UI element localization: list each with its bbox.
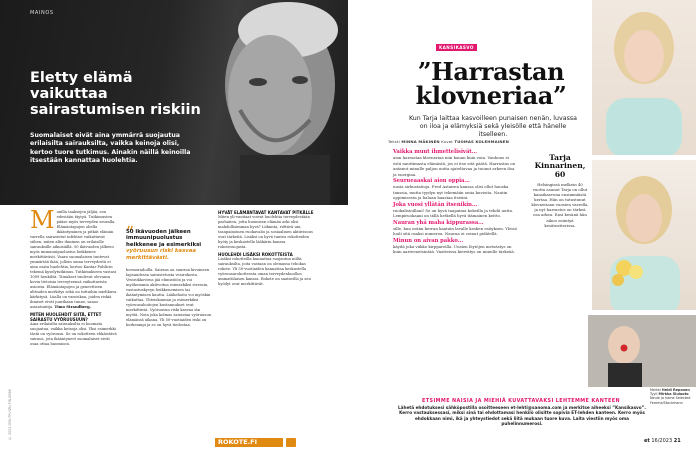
call-for-covers xyxy=(348,398,696,438)
rokote-logo[interactable]: ROKOTE.FI xyxy=(215,438,283,447)
pull-quote xyxy=(126,213,210,261)
left-column-2 xyxy=(126,268,212,328)
author-signature: Timo Strandberg. xyxy=(54,305,91,309)
woman-portrait-illustration xyxy=(592,0,696,155)
page-number: 21 xyxy=(673,438,681,444)
right-lead: Kun Tarja laittaa kasvoilleen punaisen nenän, luvassa on iloa ja elämyksiä sekä yleisölle että hänelle itselleen. xyxy=(408,115,578,138)
left-lead: Suomalaiset eivät aina ymmärrä suojautua erilaisilta sairauksilta, vaikka keinoja olisi, kertoo tuore tutkimus. Ainakin näillä keinoilla itsestään kannattaa huolehtia. xyxy=(30,132,191,164)
advert-label: MAINOS xyxy=(30,10,54,16)
ad-code: © 2022 GSK PP-HZU-FIN-0066 xyxy=(8,389,12,440)
woman-flowers-illustration xyxy=(592,160,696,310)
magazine-name: et xyxy=(644,438,650,444)
pull-quote-emphasis: vyöruusun riski kasvaa merkittävästi. xyxy=(126,248,197,261)
hero-photo xyxy=(0,0,348,205)
right-page xyxy=(348,0,696,450)
call-text: Lähetä ehdotuksesi sähköpostilla osoitteeseen et-lehti@sanoma.com ja merkitse aiheeksi ”Kansikasvo”. Kerro vastauksessasi, miksi sinä tai ehdottamasi henkilö olisitte sopivia ET-lehden kanteen. Kerro myös ehdokkaan nimi, ikä ja yhteystiedot sekä liitä mukaan tuore kuva. Laita viestiin myös oma puhelinnumerosi. xyxy=(397,405,647,427)
credit-clothes: Neule ja hame Selected Femme/Stockmann xyxy=(650,396,691,405)
byline xyxy=(388,139,509,144)
portrait-photo-2 xyxy=(592,160,696,310)
answer-1: aion harrastaa klovneriaa niin kauan kuin voin. Vanhuus ei estä nauttimasta elämästä, jos ei itse sitä päätä. Harrastus on antanut minulle paljon uutta ajateltavaa ja tuonut arkeen iloa ja energiaa. xyxy=(393,155,516,177)
left-headline: Eletty elämä vaikuttaa sairastumisen riskiin xyxy=(30,70,201,118)
portrait-photo-1 xyxy=(592,0,696,155)
byline-photographer: TUOMAS KOLEHMAINEN xyxy=(454,139,509,144)
byline-author: MINNA MÄKINEN xyxy=(401,139,440,144)
clown-illustration xyxy=(588,315,696,387)
sponsor-logo-icon xyxy=(286,438,296,447)
left-column-1b-text: Aina erilaisilta sairauksilta ei huomata suojautua, vaikka keinoja olisi. Yksi esimerkki tästä on vyöruusu. Se on rokotteen ehkäistävä sairaus, jota ikääntyneet suomalaiset eivät osaa ottaa huomioon. xyxy=(30,322,117,346)
clown-photo xyxy=(588,315,696,387)
credit-style-label: Tyyli xyxy=(650,392,658,397)
person-name: Tarja Kinnarinen, 60 xyxy=(534,153,586,179)
section-tag: KANSIKASVO xyxy=(436,44,477,51)
interview-column xyxy=(393,148,518,256)
credit-makeup-name: Heidi Reponen xyxy=(661,388,690,392)
byline-label-text: Teksti xyxy=(388,139,400,144)
answer-5: käydä joka viikko kirppareilla. Uusien löytöjen metsästys on kuin aarteenetsintää. Vaatteissa kierrätys on minulle tärkeää. xyxy=(393,243,515,254)
question-4: Nauran yhä maha kippurassa... xyxy=(393,219,484,226)
question-3: Joka vuosi yllätän itsenikin... xyxy=(393,201,478,208)
question-5: Minun on aivan pakko... xyxy=(393,237,464,244)
left-column-3a-text: Miten yli-vuotiaat voivat huolehtia terveydestään parhaiten, jotta huomisen elämän arki olisi mahdollisimman hyvä? Liikunta, riittävä uni, tasapainoinen ruokavalio ja sosiaalinen aktiivisuus ovat tärkeitä. Lisäksi on hyvä tuntea rokotteiden hyöty ja keskustella lääkärin kanssa rokotesuojasta. xyxy=(218,215,313,249)
left-column-1-text: onilla taaksejen jäljää, sen edestään täytyä. Tutkimusten pääse myös terveyden seuralla. Elämäntapojen ohella ikääntyminen ja pitkät elämän varrella sairastetut infektiot vaikuttavat siihen, miten altis ihminen on erilaisille sairauksille aikuisiällä. 50 ikävuoden jälkeen myös immuunipuolustus heikkenee merkittävästi. Vaara suomalaisen tuntevat ymmärtää ikää, jolloin omaa terveydestä ei aina osata huolehtia, kertoo Kantar Publicin tekemä kyselytutkimus. Tutkimukseen vastasi 1009 henkilöä. Tiinukset tuulevat olevansa kovin tietoisia terveyteensä vaikuttavista asioista. Elämäntapojen ja geneettisen alttiuden merkitys sekä on tuttuihin mielikuva kärkitysä. Liialla on varoiskaa, joiden riskiä ihmiset eivät juurikaan tunne, sanoo asiantuntija. xyxy=(30,210,117,309)
answer-3: ruokalistoillani! Se on hyvä taapaima kokeilla ja tehdä uutta. Lempiruokaani on tällä hetkellä hyvä itämainen keitto. xyxy=(393,207,514,218)
credit-style-name: Mirkka Siuluoto xyxy=(658,392,689,397)
left-subhead-1: MITEN HUOLEHDIT SIITÄ, ETTET SAIRASTU VYÖRUUSUUN? xyxy=(30,312,102,322)
left-column-3b-text: Lisäksi rokotteilla kannattaa suojautua niiltä sairauksilta, joita vastaan on olemassa tehokas rokote. Yli 50-vuotiaiden kannattaa keskustella vyöruusurokotteesta oman terveydenhuollon ammattilaisen kanssa. Rokote on saatavilla ja sen hyödyt ovat merkittävät. xyxy=(218,257,311,286)
portrait-illustration xyxy=(200,0,348,205)
issue-number: 16/2023 xyxy=(651,438,673,444)
pull-quote-text: 50 ikävuoden jälkeen immuunipuolustus heikkenee ja esimerkiksi xyxy=(126,229,202,248)
folio xyxy=(644,438,681,444)
drop-cap: M xyxy=(30,206,55,234)
left-column-3 xyxy=(218,210,314,287)
call-heading: ETSIMME NAISIA JA MIEHIÄ KUVATTAVAKSI LEHTEMME KANTEEN xyxy=(422,398,620,404)
quote-mark-icon: „ xyxy=(126,213,135,232)
left-subhead-3: HUOLEHDI LISÄKSI ROKOTTEISTA xyxy=(218,252,293,257)
question-1: Vaikka muut ihmettelisivät... xyxy=(393,149,478,155)
person-box xyxy=(531,154,589,228)
person-description: Helsingissä melkein 40 vuotta asunut Tarja on ollut kansikasvona ensimmäistä kertaa. Hän on tutustunut klovneriaan vuosien varrella, ja nyt harrastus on tärkeä osa arkea. Ensi kesänä hän aikoo esiintyä kesäteatterissa. xyxy=(531,181,589,228)
answer-2: uusia sirkustaitoja. Fred Astairen kanssa olisi ollut hauska tanssia, mutta tyydyn nyt tekemään omia kuvioita. Nautin oppimisesta ja haluan haastaa itseäni. xyxy=(393,184,509,200)
left-subhead-2: HYVÄT ELÄMÄNTAVAT KANTAVAT PITKÄLLE xyxy=(218,210,314,215)
byline-label-photos: Kuvat xyxy=(441,139,453,144)
credit-makeup-label: Meikki xyxy=(650,388,661,392)
answer-4: sille, kun erään kerran kaatuin lavalle kesken esityksen. Yleisö luuli sitä osaksi numeroa. Naurua ei voinut pidätellä. xyxy=(393,225,517,236)
right-headline: ”Harrastan klovneriaa” xyxy=(415,57,567,110)
left-column-2-text: hermoradoilla. Sairaus on suurina kivuineen lapsuudessa sairastetusta vesirokosta. Vesirokkovirus jää elimistöön ja voi myöhemmin aktivoitua esimerkiksi stressin, vastustuskyvyn heikkenemisen tai ikääntymisen kautta. Lääkehoito voi myöskin vaikuttaa. Yhteiskunnan ja esimerkiksi vyöruusuhoitojen kustannukset ovat merkittäviä. Vyöruusun riski kasvaa iän myötä. Noin joka kolmas sairastaa vyöruusun elämänsä aikana. Yli 50-vuotiaiden riski on korkeampi ja se on hyvä tiedostaa. xyxy=(126,268,212,327)
question-2: Seurueaaskai aion oppia... xyxy=(393,178,470,184)
left-column-1 xyxy=(30,206,118,347)
